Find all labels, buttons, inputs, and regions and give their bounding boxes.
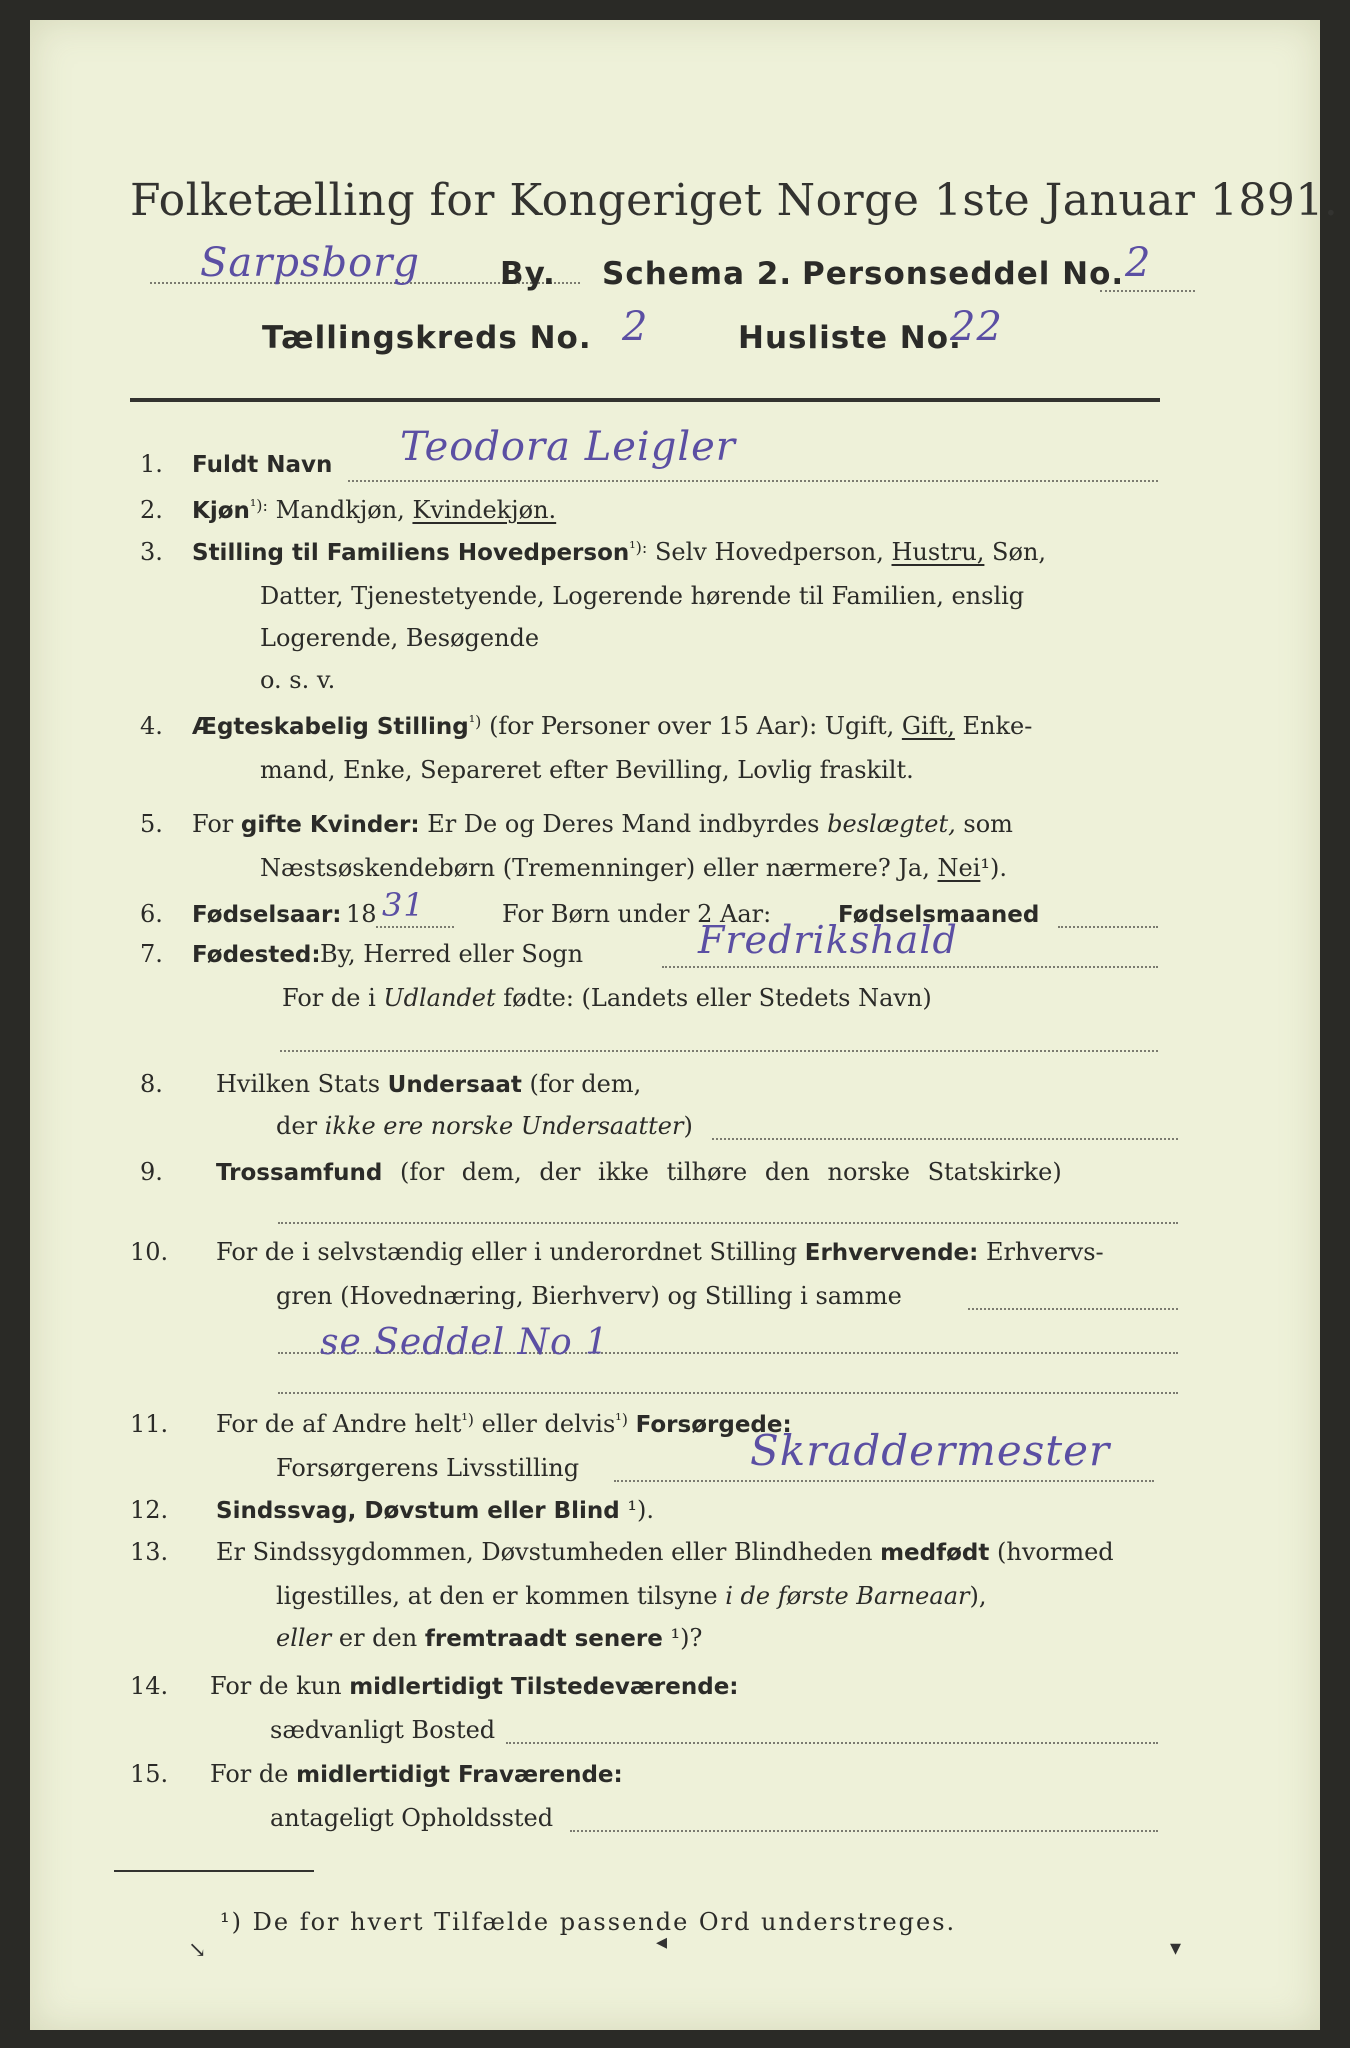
q5-chosen: Nei	[937, 854, 981, 882]
q13-line3-it: eller	[276, 1624, 332, 1652]
q8-line2-it: ikke ere norske Undersaatter	[324, 1112, 684, 1140]
q6-mid: For Børn under 2 Aar:	[502, 900, 772, 928]
q8-line2-pre: der	[276, 1112, 318, 1140]
q14-line2: sædvanligt Bosted	[270, 1716, 496, 1744]
husliste-label: Husliste No.	[738, 320, 962, 356]
form-title: Folketælling for Kongeriget Norge 1ste Januar 1891.	[130, 175, 1339, 226]
q11-mid: eller delvis	[481, 1410, 616, 1438]
q6-answer: 31	[382, 886, 425, 924]
q7-line	[662, 966, 1158, 968]
q3-label: Stilling til Familiens Hovedperson	[192, 540, 630, 566]
q4-label: Ægteskabelig Stilling	[192, 714, 469, 740]
q11-label: Forsørgede:	[635, 1412, 792, 1438]
q10-answer: se Seddel No 1	[320, 1322, 610, 1363]
q3-line2: Datter, Tjenestetyende, Logerende hørende til Familien, enslig	[260, 582, 1025, 610]
q11-line2: Forsørgerens Livsstilling	[276, 1454, 580, 1482]
q7-answer: Fredrikshald	[698, 918, 958, 962]
q13-number: 13.	[130, 1538, 169, 1566]
q2-sup: ¹):	[249, 496, 268, 515]
q1-number: 1.	[140, 450, 163, 478]
q13-line1-pre: Er Sindssygdommen, Døvstumheden eller Blindheden	[216, 1538, 873, 1566]
q11-pre: For de af Andre helt	[216, 1410, 462, 1438]
q10-line2: gren (Hovednæring, Bierhverv) og Stilling i samme	[276, 1282, 902, 1310]
q10-label: Erhvervende:	[804, 1240, 979, 1266]
corner-mark-icon: ↘	[188, 1938, 207, 1963]
kreds-label: Tællingskreds No.	[262, 320, 592, 356]
personseddel-no: 2	[1125, 240, 1152, 286]
footnote-rule	[114, 1870, 314, 1872]
q15-pre: For de	[210, 1760, 289, 1788]
q5-line1-mid: Er De og Deres Mand indbyrdes	[427, 810, 820, 838]
q13-label2: fremtraadt senere	[424, 1626, 663, 1652]
q10-line	[968, 1308, 1178, 1310]
q7-line2-pre: For de i	[282, 984, 376, 1012]
q7-text: By, Herred eller Sogn	[320, 940, 584, 968]
q3-line1-pre: Selv Hovedperson,	[654, 538, 884, 566]
schema-label: Schema 2.	[602, 256, 793, 292]
q5-label: gifte Kvinder:	[240, 812, 420, 838]
q6-prefix: 18	[346, 900, 377, 928]
q3-line4: o. s. v.	[260, 666, 336, 694]
q8-line2-post: )	[683, 1112, 693, 1140]
q10-post: Erhvervs-	[985, 1238, 1104, 1266]
q11-sup2: ¹)	[615, 1410, 628, 1429]
q4-line1-post: Enke-	[962, 712, 1033, 740]
q11-number: 11.	[130, 1410, 169, 1438]
q4-line2: mand, Enke, Separeret efter Bevilling, Lovlig fraskilt.	[260, 756, 914, 784]
q11-answer: Skraddermester	[750, 1426, 1111, 1475]
q9-line	[278, 1222, 1178, 1224]
q11-line	[614, 1480, 1154, 1482]
q8-label: Undersaat	[387, 1072, 522, 1098]
q4-sup: ¹)	[468, 712, 482, 731]
q6-label: Fødselsaar:	[192, 902, 342, 928]
q12-label: Sindssvag, Døvstum eller Blind	[216, 1498, 620, 1524]
q2-text: Mandkjøn,	[275, 496, 405, 524]
q15-number: 15.	[130, 1760, 169, 1788]
corner-mark-icon: ◂	[656, 1930, 668, 1955]
q9-text: (for dem, der ikke tilhøre den norske Statskirke)	[400, 1158, 1062, 1186]
q8-line	[712, 1138, 1178, 1140]
personseddel-line	[1100, 290, 1195, 292]
q3-chosen: Hustru,	[891, 538, 985, 566]
q2-chosen: Kvindekjøn.	[412, 496, 557, 524]
q14-line	[506, 1742, 1158, 1744]
q8-post: (for dem,	[529, 1070, 642, 1098]
q8-number: 8.	[140, 1070, 163, 1098]
q13-line2-post: ),	[969, 1582, 987, 1610]
q9-number: 9.	[140, 1158, 163, 1186]
q5-line1-it: beslægtet,	[827, 810, 956, 838]
q5-pre: For	[192, 810, 234, 838]
q15-line2: antageligt Opholdssted	[270, 1804, 554, 1832]
corner-mark-icon: ▾	[1170, 1936, 1182, 1961]
q13-line2-it: i de første Barneaar	[725, 1582, 970, 1610]
q14-number: 14.	[130, 1672, 169, 1700]
q13-line3-mid: er den	[338, 1624, 418, 1652]
q7-line2-it: Udlandet	[383, 984, 496, 1012]
q14-label: midlertidigt Tilstedeværende:	[349, 1674, 739, 1700]
q9-label: Trossamfund	[216, 1160, 383, 1186]
q7-line2	[280, 1050, 1158, 1052]
q2-number: 2.	[140, 496, 163, 524]
census-form-page	[30, 20, 1339, 2030]
q6-year-line	[376, 926, 454, 928]
q5-number: 5.	[140, 810, 163, 838]
personseddel-label: Personseddel No.	[802, 256, 1125, 292]
q10-pre: For de i selvstændig eller i underordnet Stilling	[216, 1238, 798, 1266]
q3-sup: ¹):	[629, 538, 648, 557]
q10-number: 10.	[130, 1238, 169, 1266]
q7-line2-post: fødte: (Landets eller Stedets Navn)	[503, 984, 932, 1012]
q13-line3-post: ¹)?	[670, 1624, 703, 1652]
q6-month-line	[1058, 926, 1158, 928]
q5-line2-pre: Næstsøskendebørn (Tremenninger) eller nærmere? Ja,	[260, 854, 930, 882]
q1-line	[348, 480, 1158, 482]
q2-label: Kjøn	[192, 498, 250, 524]
q15-label: midlertidigt Fraværende:	[296, 1762, 623, 1788]
q4-line1-pre: (for Personer over 15 Aar): Ugift,	[489, 712, 895, 740]
q12-number: 12.	[130, 1496, 169, 1524]
q6-number: 6.	[140, 900, 163, 928]
q13-line1-post: (hvormed	[997, 1538, 1114, 1566]
footnote: ¹) De for hvert Tilfælde passende Ord understreges.	[220, 1908, 957, 1936]
q3-line3: Logerende, Besøgende	[260, 624, 540, 652]
q4-number: 4.	[140, 712, 163, 740]
q5-line2-post: ¹).	[980, 854, 1008, 882]
q11-sup1: ¹)	[461, 1410, 474, 1429]
q8-pre: Hvilken Stats	[216, 1070, 381, 1098]
by-label: By.	[500, 256, 556, 292]
q3-line1-post: Søn,	[992, 538, 1047, 566]
q5-line1-post: som	[963, 810, 1013, 838]
q10-line3-dots	[278, 1392, 1178, 1394]
q15-line	[570, 1830, 1158, 1832]
q13-line2-pre: ligestilles, at den er kommen tilsyne	[276, 1582, 718, 1610]
q4-chosen: Gift,	[901, 712, 955, 740]
kreds-no: 2	[622, 304, 649, 350]
q12-post: ¹).	[627, 1496, 655, 1524]
q13-label: medfødt	[880, 1540, 990, 1566]
q7-label: Fødested:	[192, 942, 321, 968]
husliste-no: 22	[950, 304, 1003, 350]
q1-answer: Teodora Leigler	[400, 424, 736, 470]
q1-label: Fuldt Navn	[192, 452, 333, 478]
q14-pre: For de kun	[210, 1672, 342, 1700]
q7-number: 7.	[140, 940, 163, 968]
city-handwritten: Sarpsborg	[200, 240, 420, 286]
q6-label2: Fødselsmaaned	[838, 902, 1040, 928]
header-rule	[130, 398, 1160, 402]
q3-number: 3.	[140, 538, 163, 566]
